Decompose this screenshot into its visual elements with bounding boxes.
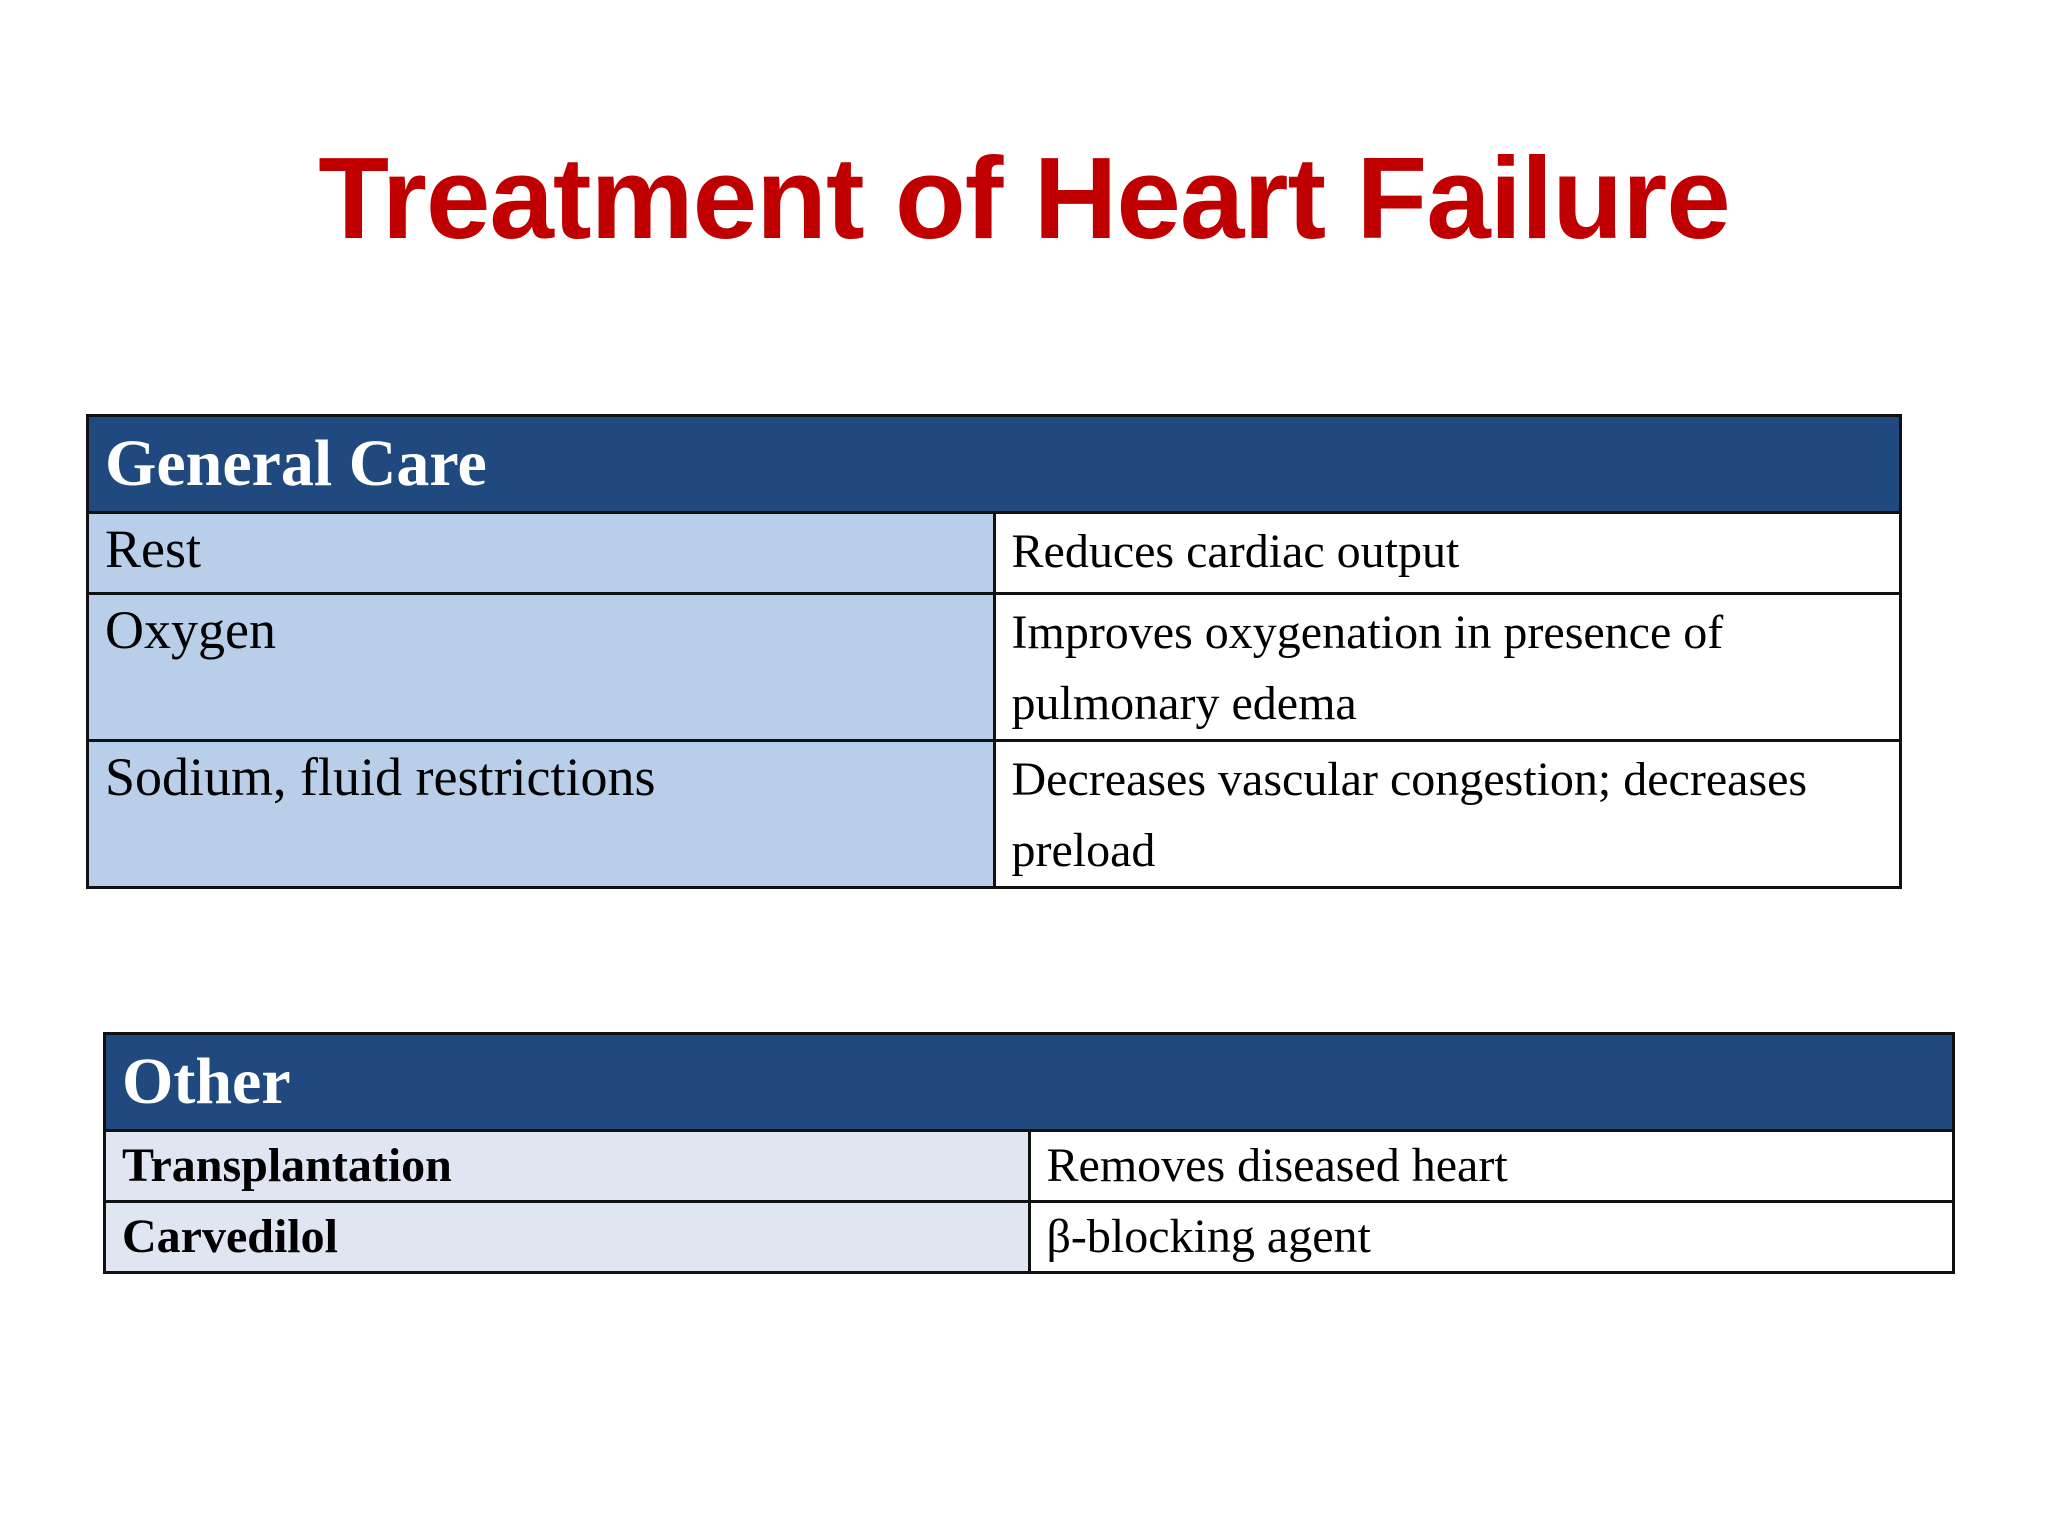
- other-header: Other: [105, 1034, 1954, 1131]
- treatment-cell: Transplantation: [105, 1131, 1030, 1202]
- treatment-cell: Carvedilol: [105, 1202, 1030, 1273]
- table-row: [105, 1202, 1954, 1273]
- general-care-header: General Care: [88, 416, 1901, 513]
- treatment-cell: Oxygen: [88, 594, 995, 741]
- effect-cell: Removes diseased heart: [1029, 1131, 1954, 1202]
- effect-cell: Decreases vascular congestion; decreases preload: [994, 741, 1901, 888]
- effect-cell: Reduces cardiac output: [994, 513, 1901, 594]
- effect-cell: β-blocking agent: [1029, 1202, 1954, 1273]
- table-header-row: [105, 1034, 1954, 1131]
- effect-cell: Improves oxygenation in presence of pulmonary edema: [994, 594, 1901, 741]
- table-row: [88, 594, 1901, 741]
- table-row: [105, 1131, 1954, 1202]
- general-care-table: [86, 414, 1902, 889]
- slide-title: Treatment of Heart Failure: [318, 133, 1730, 263]
- table-row: [88, 741, 1901, 888]
- table-header-row: [88, 416, 1901, 513]
- treatment-cell: Rest: [88, 513, 995, 594]
- other-table: [103, 1032, 1955, 1274]
- treatment-cell: Sodium, fluid restrictions: [88, 741, 995, 888]
- table-row: [88, 513, 1901, 594]
